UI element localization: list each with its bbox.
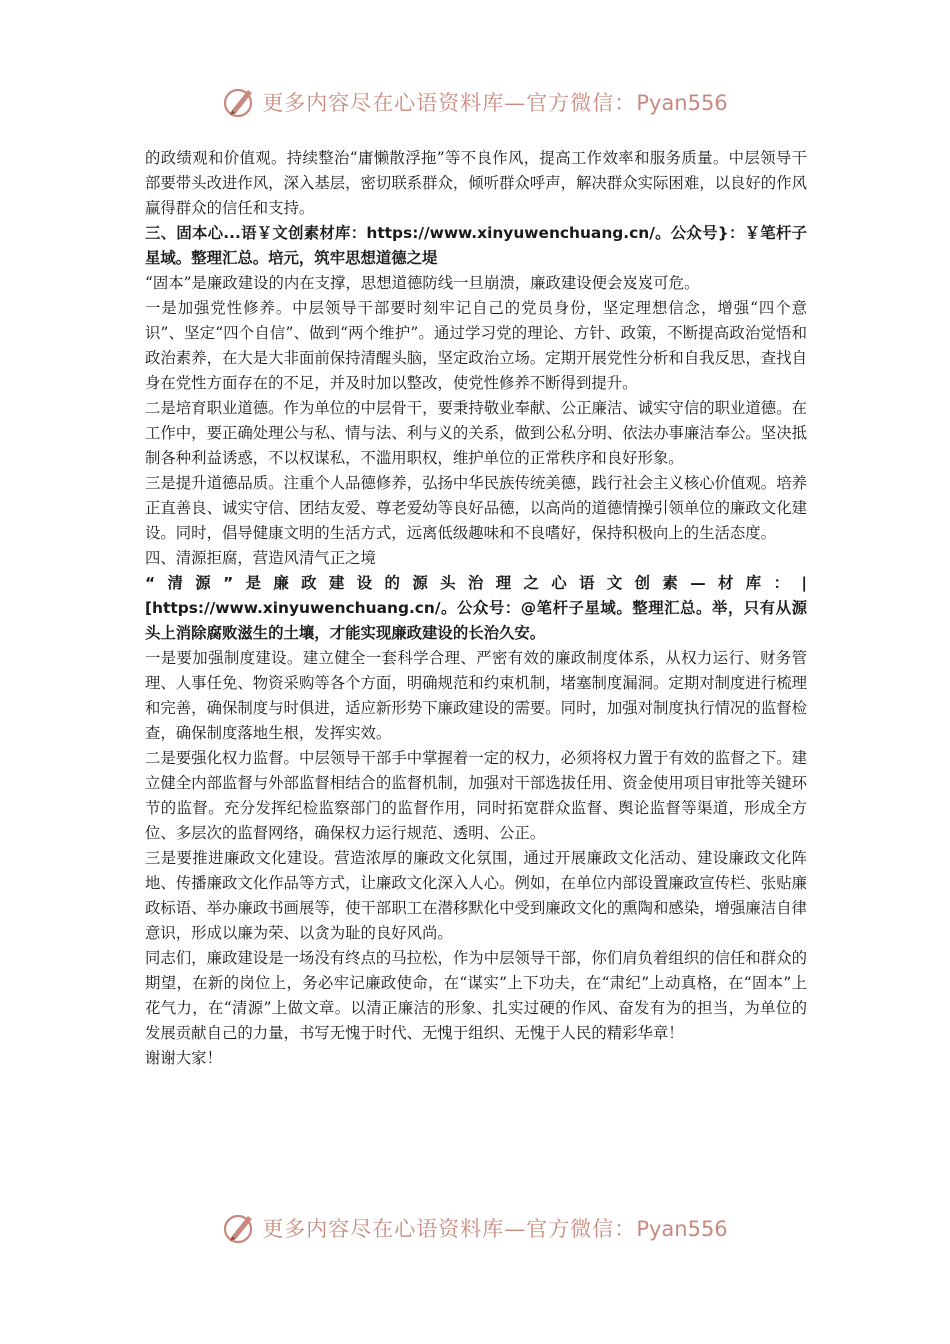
- paragraph-thanks: 谢谢大家！: [145, 1049, 222, 1067]
- paragraph: “固本”是廉政建设的内在支撑，思想道德防线一旦崩溃，廉政建设便会岌岌可危。: [145, 274, 700, 292]
- banner-wechat-id: Pyan556: [636, 1217, 728, 1241]
- brush-pen-logo-icon: [222, 1210, 258, 1246]
- banner-text: 更多内容尽在心语资料库—官方微信：Pyan556: [262, 91, 728, 115]
- paragraph: 的政绩观和价值观。持续整治“庸懒散浮拖”等不良作风，提高工作效率和服务质量。中层领导干部要带头改进作风，深入基层，密切联系群众，倾听群众呼声，解决群众实际困难，以良好的作风赢得群众的信任和支持。: [145, 149, 807, 217]
- brush-pen-logo-icon: [222, 84, 258, 120]
- section-heading-4: 四、清源拒腐，营造风清气正之境: [145, 549, 376, 567]
- paragraph: 三是要推进廉政文化建设。营造浓厚的廉政文化氛围，通过开展廉政文化活动、建设廉政文化阵地、传播廉政文化作品等方式，让廉政文化深入人心。例如，在单位内部设置廉政宣传栏、张贴廉政标语、举办廉政书画展等，使干部职工在潜移默化中受到廉政文化的熏陶和感染，增强廉洁自律意识，形成以廉为荣、以贪为耻的良好风尚。: [145, 849, 807, 942]
- paragraph: 一是要加强制度建设。建立健全一套科学合理、严密有效的廉政制度体系，从权力运行、财务管理、人事任免、物资采购等各个方面，明确规范和约束机制，堵塞制度漏洞。定期对制度进行梳理和完善，确保制度与时俱进，适应新形势下廉政建设的需要。同时，加强对制度执行情况的监督检查，确保制度落地生根，发挥实效。: [145, 649, 807, 742]
- paragraph-qingyuan: “清源”是廉政建设的源头治理之心语文创素—材库：|[https://www.xinyuwenchuang.cn/。公众号：@笔杆子星域。整理汇总。举，只有从源头上消除腐败滋生的土壤，才能实现廉政建设的长治久安。: [145, 574, 807, 642]
- paragraph: 三是提升道德品质。注重个人品德修养，弘扬中华民族传统美德，践行社会主义核心价值观。培养正直善良、诚实守信、团结友爱、尊老爱幼等良好品德，以高尚的道德情操引领单位的廉政文化建设。同时，倡导健康文明的生活方式，远离低级趣味和不良嗜好，保持积极向上的生活态度。: [145, 474, 807, 542]
- section-heading-3: 三、固本心...语￥文创素材库：https://www.xinyuwenchuang.cn/。公众号}：￥笔杆子星域。整理汇总。培元，筑牢思想道德之堤: [145, 224, 807, 267]
- document-body: [145, 146, 807, 1071]
- banner-text: 更多内容尽在心语资料库—官方微信：Pyan556: [262, 1217, 728, 1241]
- paragraph-closing: 同志们，廉政建设是一场没有终点的马拉松，作为中层领导干部，你们肩负着组织的信任和群众的期望，在新的岗位上，务必牢记廉政使命，在“谋实”上下功夫，在“肃纪”上动真格，在“固本”上花气力，在“清源”上做文章。以清正廉洁的形象、扎实过硬的作风、奋发有为的担当，为单位的发展贡献自己的力量，书写无愧于时代、无愧于组织、无愧于人民的精彩华章！: [145, 949, 807, 1042]
- footer-banner: [0, 1208, 950, 1248]
- header-banner: [0, 82, 950, 122]
- paragraph: 一是加强党性修养。中层领导干部要时刻牢记自己的党员身份，坚定理想信念，增强“四个意识”、坚定“四个自信”、做到“两个维护”。通过学习党的理论、方针、政策，不断提高政治觉悟和政治素养，在大是大非面前保持清醒头脑，坚定政治立场。定期开展党性分析和自我反思，查找自身在党性方面存在的不足，并及时加以整改，使党性修养不断得到提升。: [145, 299, 807, 392]
- paragraph: 二是培育职业道德。作为单位的中层骨干，要秉持敬业奉献、公正廉洁、诚实守信的职业道德。在工作中，要正确处理公与私、情与法、利与义的关系，做到公私分明、依法办事廉洁奉公。坚决抵制各种利益诱惑，不以权谋私，不滥用职权，维护单位的正常秩序和良好形象。: [145, 399, 807, 467]
- banner-wechat-id: Pyan556: [636, 91, 728, 115]
- paragraph: 二是要强化权力监督。中层领导干部手中掌握着一定的权力，必须将权力置于有效的监督之下。建立健全内部监督与外部监督相结合的监督机制，加强对干部选拔任用、资金使用项目审批等关键环节的监督。充分发挥纪检监察部门的监督作用，同时拓宽群众监督、舆论监督等渠道，形成全方位、多层次的监督网络，确保权力运行规范、透明、公正。: [145, 749, 807, 842]
